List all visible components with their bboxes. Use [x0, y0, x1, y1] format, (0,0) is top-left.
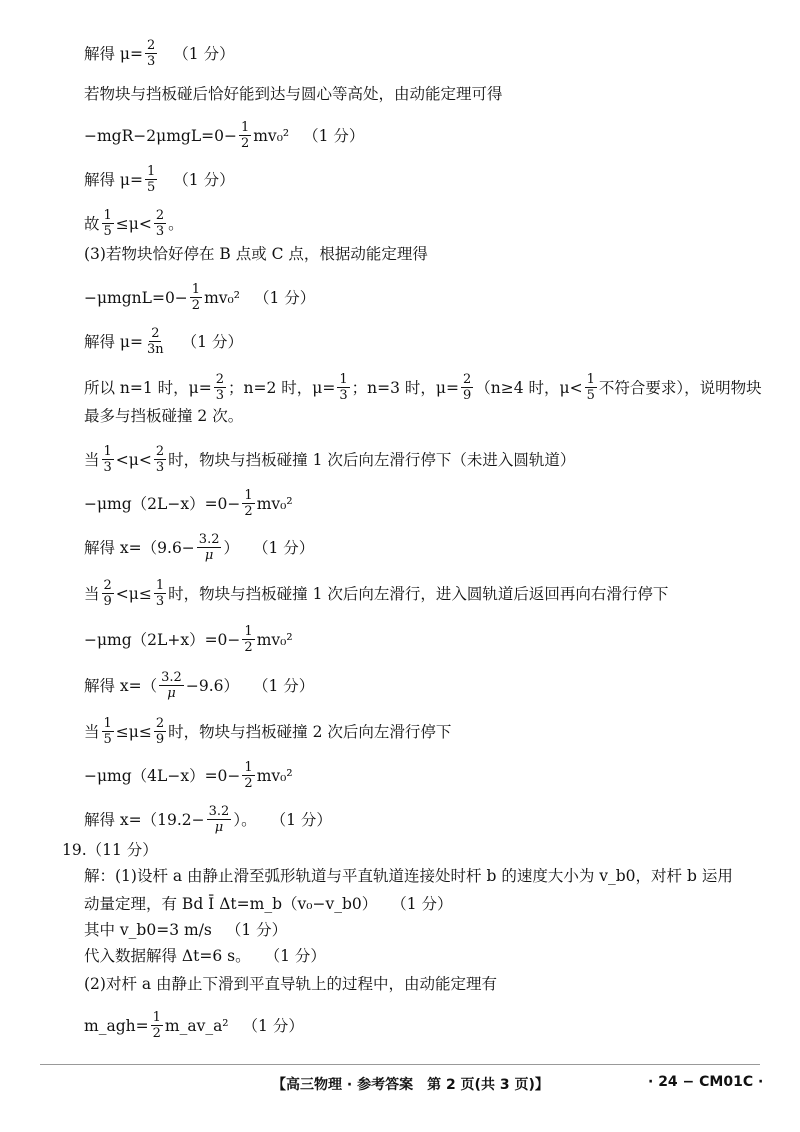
fraction	[154, 578, 166, 609]
fraction	[145, 38, 157, 69]
line-equation-1	[84, 120, 764, 151]
footer-divider	[40, 1064, 760, 1065]
denominator: μ	[167, 686, 176, 701]
fraction	[151, 1010, 163, 1041]
text: ；n=2 时，μ=	[228, 378, 336, 397]
line-case-1	[84, 444, 764, 475]
numerator: 1	[586, 372, 595, 387]
line-solve-mu-1-5	[84, 164, 764, 195]
line-solve-x-1	[84, 532, 764, 563]
denominator: 9	[155, 732, 165, 747]
numerator: 1	[103, 208, 112, 223]
text: 解：(1)设杆 a 由静止滑至弧形轨道与平直轨道连接处时杆 b 的速度大小为 v_b0，对杆 b 运用	[84, 867, 733, 885]
denominator: 2	[191, 298, 201, 313]
equation-tail: mv₀²	[253, 126, 290, 145]
text: ；n=3 时，μ=	[351, 378, 459, 397]
text: 解得 x=（9.6−	[84, 538, 195, 557]
question-19-heading	[62, 840, 742, 860]
denominator: 3	[339, 388, 348, 403]
text: −9.6）	[185, 676, 239, 695]
denominator: 3	[215, 388, 225, 403]
points: （1 分）	[253, 288, 316, 307]
text: 当	[84, 722, 100, 741]
equation-tail: mv₀²	[256, 630, 293, 649]
denominator: 2	[244, 776, 253, 791]
denominator: 3	[147, 54, 156, 69]
points: （1 分）	[391, 895, 453, 913]
denominator: 9	[462, 388, 472, 403]
numerator: 1	[103, 444, 112, 459]
line-cases-n	[84, 372, 764, 403]
denominator: 5	[103, 224, 112, 239]
denominator: 3	[155, 460, 165, 475]
line-max-collisions	[84, 406, 764, 426]
fraction	[145, 164, 157, 195]
text: <μ<	[115, 450, 152, 469]
points: （1 分）	[173, 44, 235, 63]
points: （1 分）	[264, 947, 326, 965]
text: 代入数据解得 Δt=6 s。	[84, 947, 251, 965]
text: 解得 μ=	[84, 170, 143, 189]
fraction	[159, 670, 184, 701]
line-delta-t	[84, 946, 764, 966]
fraction	[242, 624, 254, 655]
numerator: 1	[103, 716, 112, 731]
equation-tail: m_av_a²	[164, 1016, 229, 1035]
text: 解得 x=（19.2−	[84, 810, 205, 829]
denominator: 3n	[147, 342, 164, 357]
line-part-3	[84, 244, 764, 264]
text: 时，物块与挡板碰撞 1 次后向左滑行停下（未进入圆轨道）	[168, 450, 576, 469]
text: m_agh=	[84, 1016, 149, 1035]
text: ）	[223, 538, 239, 557]
denominator: 3	[155, 594, 165, 609]
numerator: 2	[155, 716, 165, 731]
fraction	[242, 488, 254, 519]
numerator: 3.2	[208, 804, 230, 819]
text: ≤μ<	[115, 214, 152, 233]
fraction	[102, 716, 114, 747]
line-case-2	[84, 578, 764, 609]
fraction	[461, 372, 473, 403]
equation: −mgR−2μmgL=0−	[84, 126, 237, 145]
fraction	[242, 760, 254, 791]
line-q19-part1	[84, 866, 764, 886]
text: <μ≤	[115, 584, 152, 603]
line-condition-height	[84, 84, 764, 104]
fraction	[585, 372, 597, 403]
line-solve-mu-2-3	[84, 38, 764, 69]
fraction	[102, 444, 114, 475]
points: （1 分）	[270, 810, 332, 829]
text: 不符合要求），说明物块	[598, 378, 762, 397]
text: ≤μ≤	[115, 722, 152, 741]
denominator: 3	[155, 224, 165, 239]
denominator: 5	[586, 388, 595, 403]
text: （n≥4 时，μ<	[475, 378, 583, 397]
numerator: 2	[215, 372, 225, 387]
equation: −μmg（2L+x）=0−	[84, 630, 241, 649]
equation-tail: mv₀²	[256, 494, 293, 513]
text: 解得 μ=	[84, 332, 143, 351]
points: （1 分）	[252, 676, 315, 695]
numerator: 2	[155, 444, 165, 459]
numerator: 3.2	[161, 670, 182, 685]
fraction	[214, 372, 226, 403]
text: ）。	[233, 810, 257, 829]
fraction	[102, 208, 114, 239]
numerator: 1	[244, 624, 253, 639]
denominator: μ	[204, 548, 214, 563]
line-energy-equation	[84, 1010, 764, 1041]
numerator: 2	[103, 578, 112, 593]
denominator: 3	[103, 460, 112, 475]
denominator: 2	[240, 136, 250, 151]
text: 解得 μ=	[84, 44, 143, 63]
text: 。	[168, 214, 184, 233]
fraction	[337, 372, 349, 403]
equation-tail: mv₀²	[256, 766, 293, 785]
numerator: 1	[244, 760, 253, 775]
text: 时，物块与挡板碰撞 1 次后向左滑行，进入圆轨道后返回再向右滑行停下	[168, 584, 669, 603]
numerator: 2	[147, 38, 156, 53]
denominator: 2	[244, 504, 253, 519]
denominator: μ	[214, 820, 224, 835]
text: 当	[84, 584, 100, 603]
text: 动量定理，有 Bd Ī Δt=m_b（v₀−v_b0）	[84, 895, 378, 913]
points: （1 分）	[173, 170, 235, 189]
footer-title: 【高三物理 · 参考答案 第 2 页(共 3 页)】	[272, 1077, 549, 1093]
line-equation-3	[84, 488, 764, 519]
denominator: 5	[103, 732, 112, 747]
page-footer	[0, 1074, 800, 1098]
line-equation-4	[84, 624, 764, 655]
footer-code: · 24 − CM01C ·	[648, 1074, 764, 1090]
equation: −μmg（4L−x）=0−	[84, 766, 241, 785]
line-case-3	[84, 716, 764, 747]
numerator: 1	[240, 120, 250, 135]
text: 最多与挡板碰撞 2 次。	[84, 407, 244, 425]
line-momentum-theorem	[84, 894, 764, 914]
line-q19-part2	[84, 974, 764, 994]
line-vb0	[84, 920, 764, 940]
fraction	[197, 532, 222, 563]
points: （1 分）	[253, 538, 315, 557]
numerator: 1	[147, 164, 156, 179]
denominator: 2	[244, 640, 253, 655]
numerator: 1	[244, 488, 253, 503]
fraction	[154, 208, 166, 239]
text: (3)若物块恰好停在 B 点或 C 点，根据动能定理得	[84, 245, 428, 263]
denominator: 9	[103, 594, 112, 609]
line-solve-x-3	[84, 804, 764, 835]
line-equation-5	[84, 760, 764, 791]
numerator: 2	[155, 208, 165, 223]
text: 故	[84, 214, 100, 233]
fraction	[154, 444, 166, 475]
points: （1 分）	[225, 921, 288, 939]
fraction	[239, 120, 251, 151]
text: 若物块与挡板碰后恰好能到达与圆心等高处，由动能定理可得	[84, 85, 503, 103]
text: (2)对杆 a 由静止下滑到平直导轨上的过程中，由动能定理有	[84, 975, 498, 993]
numerator: 1	[152, 1010, 161, 1025]
line-solve-x-2	[84, 670, 764, 701]
fraction	[154, 716, 166, 747]
text: 当	[84, 450, 100, 469]
points: （1 分）	[181, 332, 243, 351]
equation: −μmgnL=0−	[84, 288, 188, 307]
line-solve-mu-2-3n	[84, 326, 764, 357]
fraction	[207, 804, 232, 835]
text: 时，物块与挡板碰撞 2 次后向左滑行停下	[168, 722, 452, 741]
denominator: 2	[152, 1026, 161, 1041]
points: （1 分）	[303, 126, 365, 145]
fraction	[145, 326, 166, 357]
numerator: 2	[151, 326, 160, 341]
points: （1 分）	[242, 1016, 304, 1035]
line-equation-2	[84, 282, 764, 313]
text: 解得 x=（	[84, 676, 158, 695]
numerator: 1	[339, 372, 348, 387]
fraction	[190, 282, 202, 313]
numerator: 3.2	[198, 532, 220, 547]
text: 所以 n=1 时，μ=	[84, 378, 212, 397]
denominator: 5	[147, 180, 156, 195]
fraction	[102, 578, 114, 609]
text: 19.（11 分）	[62, 841, 158, 859]
numerator: 1	[191, 282, 201, 297]
numerator: 2	[462, 372, 472, 387]
equation-tail: mv₀²	[204, 288, 240, 307]
numerator: 1	[155, 578, 165, 593]
equation: −μmg（2L−x）=0−	[84, 494, 241, 513]
line-mu-range	[84, 208, 764, 239]
text: 其中 v_b0=3 m/s	[84, 921, 212, 939]
